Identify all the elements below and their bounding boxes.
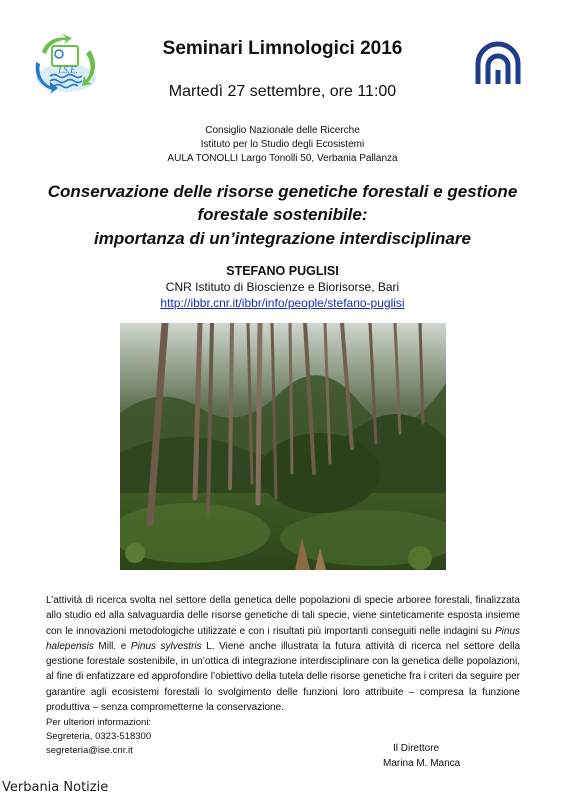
species-name: Pinus sylvestris (130, 640, 202, 652)
contact-phone: Segreteria, 0323-518300 (46, 731, 152, 742)
talk-title-line: importanza di un’integrazione interdisciplinare (94, 229, 471, 248)
contact-email[interactable]: segreteria@ise.cnr.it (46, 745, 133, 756)
institution-line: Istituto per lo Studio degli Ecosistemi (200, 139, 365, 150)
page-title: Seminari Limnologici 2016 (162, 38, 403, 59)
venue-address: AULA TONOLLI Largo Tonolli 50, Verbania Pallanza (167, 153, 398, 164)
signature-name: Marina M. Manca (383, 758, 461, 769)
abstract-text: Mill. e (93, 640, 131, 652)
abstract-text: L’attività di ricerca svolta nel settore della genetica delle popolazioni di specie arboree forestali, finalizzata allo studio ed alla salvaguardia delle risorse genetiche di tali specie, viene sinteticamente esposta insieme con le innovazioni metodologiche utilizzate e con i risultati più importanti conseguiti nelle indagini su (46, 595, 520, 637)
institution-line: Consiglio Nazionale delle Ricerche (205, 125, 360, 136)
speaker-profile-link[interactable]: http://ibbr.cnr.it/ibbr/info/people/stefano-puglisi (160, 296, 405, 310)
contact-heading: Per ulteriori informazioni: (46, 717, 152, 728)
talk-title-line: forestale sostenibile: (197, 205, 368, 224)
speaker-name: STEFANO PUGLISI (226, 264, 339, 278)
seminar-date: Martedì 27 settembre, ore 11:00 (168, 83, 397, 100)
speaker-affiliation: CNR Istituto di Bioscienze e Biorisorse, Bari (165, 280, 400, 294)
abstract-paragraph (46, 593, 520, 715)
pine-forest-photo (120, 323, 446, 570)
signature-role: Il Direttore (393, 743, 440, 754)
species-name: Pinus halepensis (46, 625, 520, 652)
talk-title-line: Conservazione delle risorse genetiche forestali e gestione (47, 182, 518, 201)
abstract-text: L. Viene anche illustrata la futura attività di ricerca nel settore della gestione forestale sostenibile, in un’ottica di integrazione interdisciplinare con la genetica delle popolazioni, al fine di enfatizzare ed approfondire l’obiettivo della tutela delle risorse genetiche fra i criteri da seguire per garantire agli ecosistemi forestali lo svolgimento delle funzioni loro attribuite – compresa la funzione produttiva – senza comprometterne la conservazione. (46, 640, 521, 714)
ise-logo-text: I.S.E. (58, 65, 78, 75)
watermark: Verbania Notizie (2, 780, 109, 795)
